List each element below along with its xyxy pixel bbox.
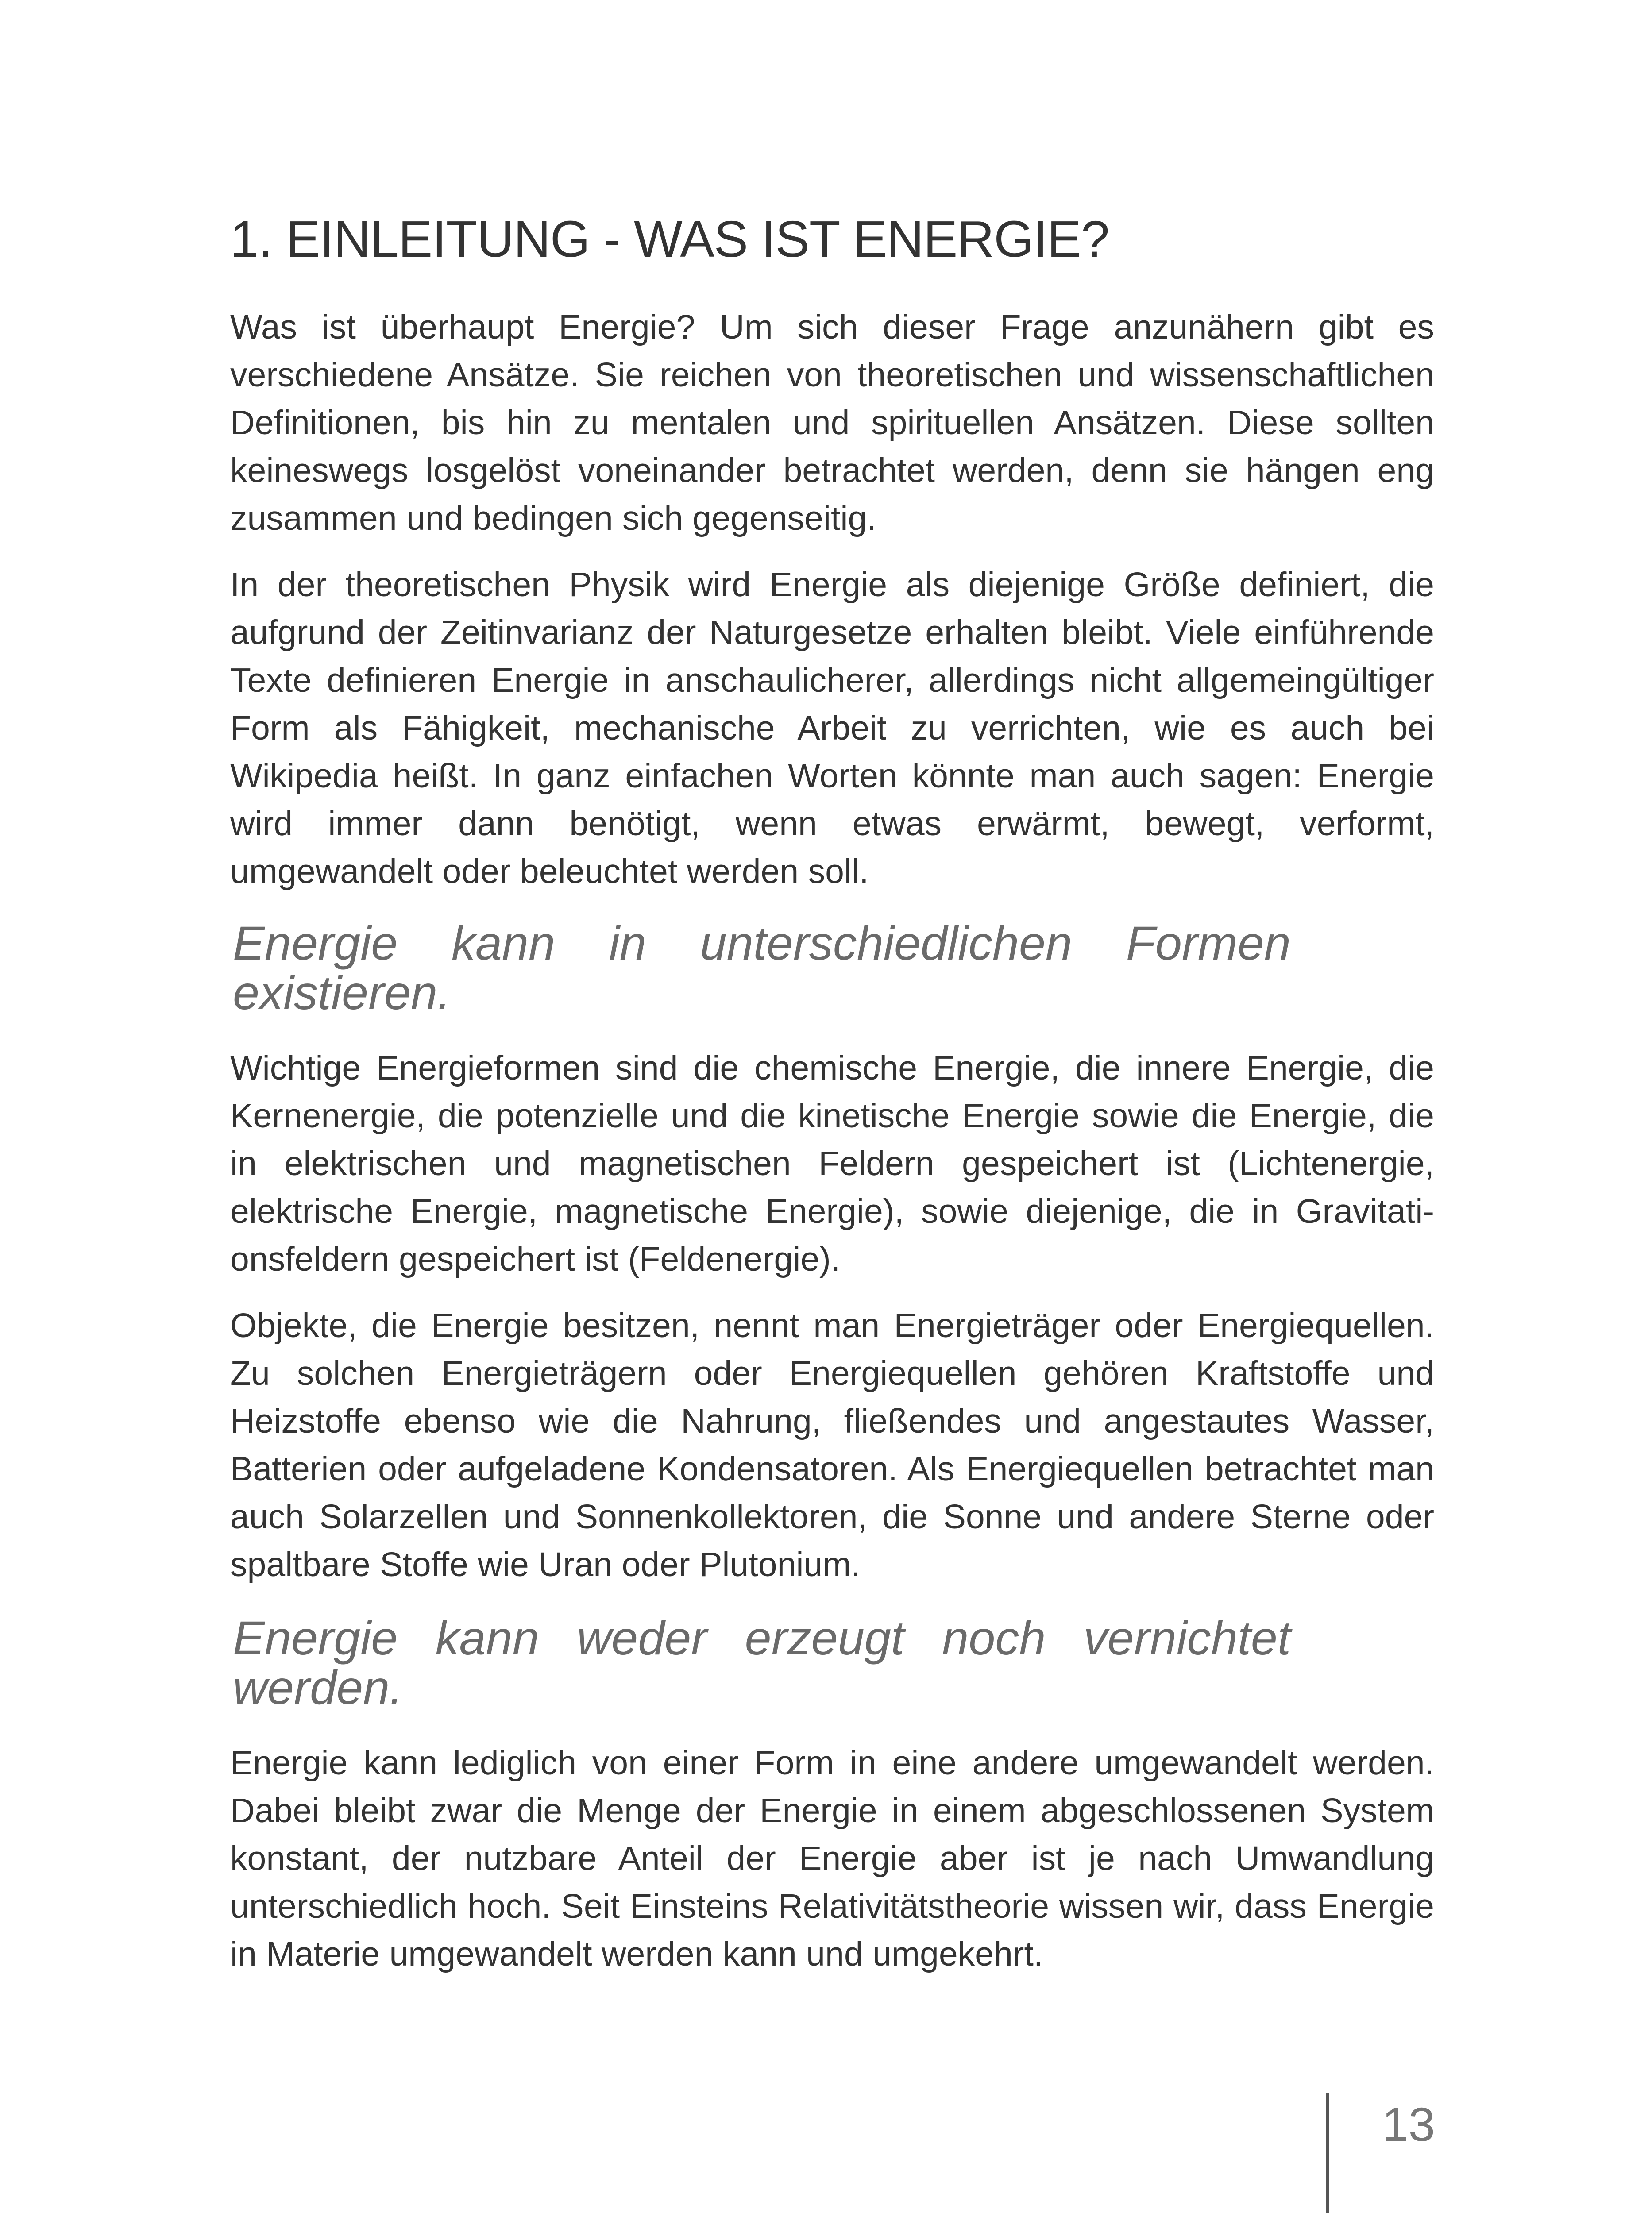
- paragraph-energy-forms: Wichtige Energieformen sind die chemische Energie, die innere Energie, die Kernenergie, die potenzielle und die kinetische Energie sowie die Energie, die in elektrischen und magnetischen Feldern gespeichert ist (Lichtenergie, elektrische Energie, magnetische Energie), sowie diejenige, die in Gravitationsfeldern gespeichert ist (Feldenergie).: [230, 1049, 1434, 1278]
- paragraph-intro: Was ist überhaupt Energie? Um sich dieser Frage anzunähern gibt es verschiedene Ansätze. Sie reichen von theoretischen und wissenschaftlichen Definitionen, bis hin zu mentalen und spirituellen Ansätzen. Diese sollten keineswegs losgelöst voneinander betrachtet werden, denn sie hängen eng zusammen und bedingen sich gegenseitig.: [230, 308, 1434, 537]
- paragraph-energy-conversion: Energie kann lediglich von einer Form in eine andere umgewandelt werden. Dabei bleibt zwar die Menge der Energie in einem abgeschlossenen System konstant, der nutzbare Anteil der Energie aber ist je nach Umwandlung unterschiedlich hoch. Seit Einsteins Relativitätstheorie wissen wir, dass Energie in Materie umgewandelt werden kann und umgekehrt.: [230, 1744, 1434, 1973]
- chapter-title: 1. EINLEITUNG - WAS IST ENERGIE?: [230, 210, 1109, 268]
- page-number-rule: [1326, 2093, 1329, 2213]
- page-content: [230, 208, 1434, 1997]
- paragraph-physics-definition: In der theoretischen Physik wird Energie als diejenige Größe definiert, die aufgrund der Zeitinvarianz der Naturgesetze erhalten bleibt. Viele einführende Texte definieren Energie in anschaulicherer, allerdings nicht allgemeingültiger Form als Fähigkeit, mechanische Arbeit zu verrichten, wie es auch bei Wikipedia heißt. In ganz einfachen Worten könnte man auch sagen: Energie wird immer dann benötigt, wenn etwas erwärmt, bewegt, verformt, umgewandelt oder beleuchtet werden soll.: [230, 566, 1434, 891]
- paragraph-energy-carriers: Objekte, die Energie besitzen, nennt man Energieträger oder Energiequellen. Zu solchen Energieträgern oder Energiequellen gehören Kraftstoffe und Heizstoffe ebenso wie die Nahrung, fließendes und angestautes Wasser, Batterien oder aufgeladene Kondensatoren. Als Energiequellen betrachtet man auch Solarzellen und Sonnenkollektoren, die Sonne und andere Sterne oder spaltbare Stoffe wie Uran oder Plutonium.: [230, 1307, 1434, 1584]
- pullquote-energy-forms: Energie kann in unterschiedlichen Formen existieren.: [233, 916, 1291, 1019]
- page-number: 13: [1382, 2097, 1435, 2151]
- pullquote-energy-conservation: Energie kann weder erzeugt noch vernichtet werden.: [233, 1611, 1291, 1714]
